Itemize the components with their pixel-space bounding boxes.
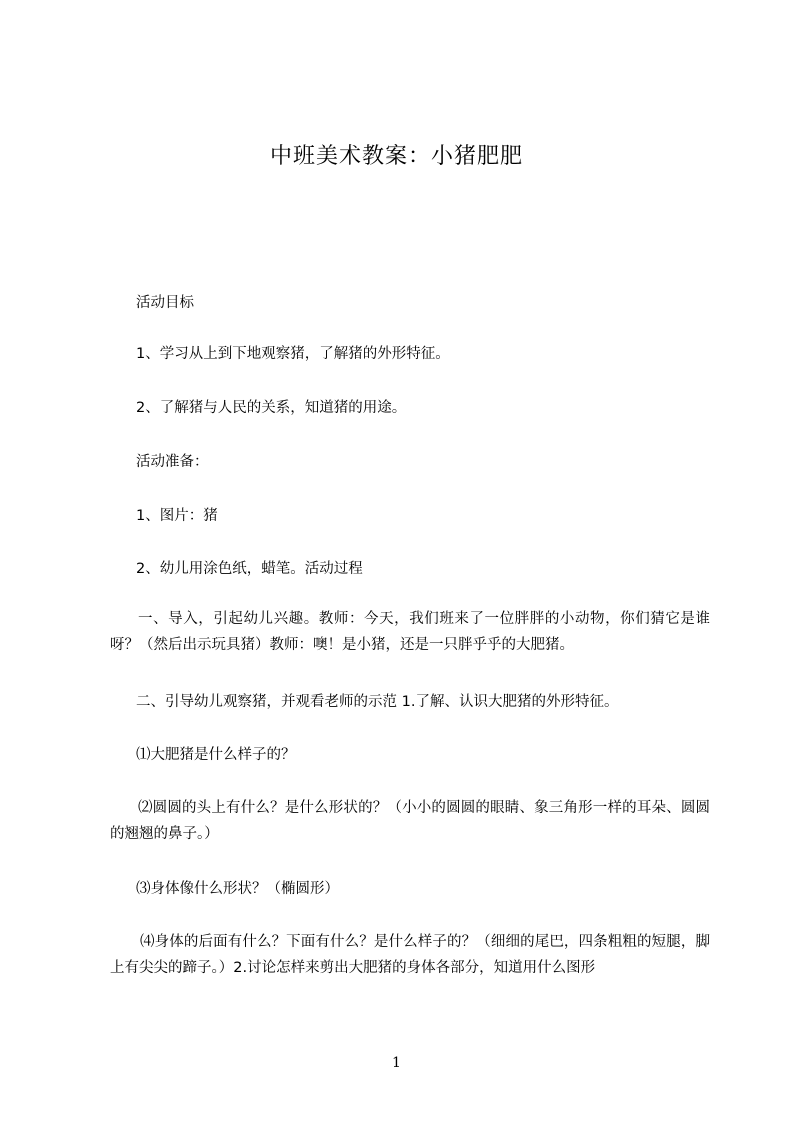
document-title: 中班美术教案：小猪肥肥 xyxy=(269,144,523,169)
paragraph: ⑷身体的后面有什么？下面有什么？是什么样子的？（细细的尾巴，四条粗粗的短腿，脚上有尖尖的蹄子。）2.讨论怎样来剪出大肥猪的身体各部分，知道用什么图形 xyxy=(110,934,710,976)
page-number: 1 xyxy=(392,1055,401,1071)
paragraph: 2、了解猪与人民的关系，知道猪的用途。 xyxy=(136,400,407,416)
paragraph: 1、图片：猪 xyxy=(136,508,218,524)
section-heading-goals: 活动目标 xyxy=(136,295,194,311)
paragraph: 二、引导幼儿观察猪，并观看老师的示范 1.了解、认识大肥猪的外形特征。 xyxy=(136,694,619,710)
paragraph: ⑶身体像什么形状？（椭圆形） xyxy=(136,881,339,897)
paragraph: 2、幼儿用涂色纸，蜡笔。活动过程 xyxy=(136,561,363,577)
paragraph: 1、学习从上到下地观察猪，了解猪的外形特征。 xyxy=(136,346,450,362)
paragraph: 一、导入，引起幼儿兴趣。教师：今天，我们班来了一位胖胖的小动物，你们猜它是谁呀？（然后出示玩具猪）教师：噢！是小猪，还是一只胖乎乎的大肥猪。 xyxy=(110,611,710,653)
paragraph: ⑴大肥猪是什么样子的？ xyxy=(136,747,296,763)
section-heading-preparation: 活动准备： xyxy=(136,454,209,470)
paragraph: ⑵圆圆的头上有什么？是什么形状的？（小小的圆圆的眼睛、象三角形一样的耳朵、圆圆的翘翘的鼻子。） xyxy=(110,800,710,842)
